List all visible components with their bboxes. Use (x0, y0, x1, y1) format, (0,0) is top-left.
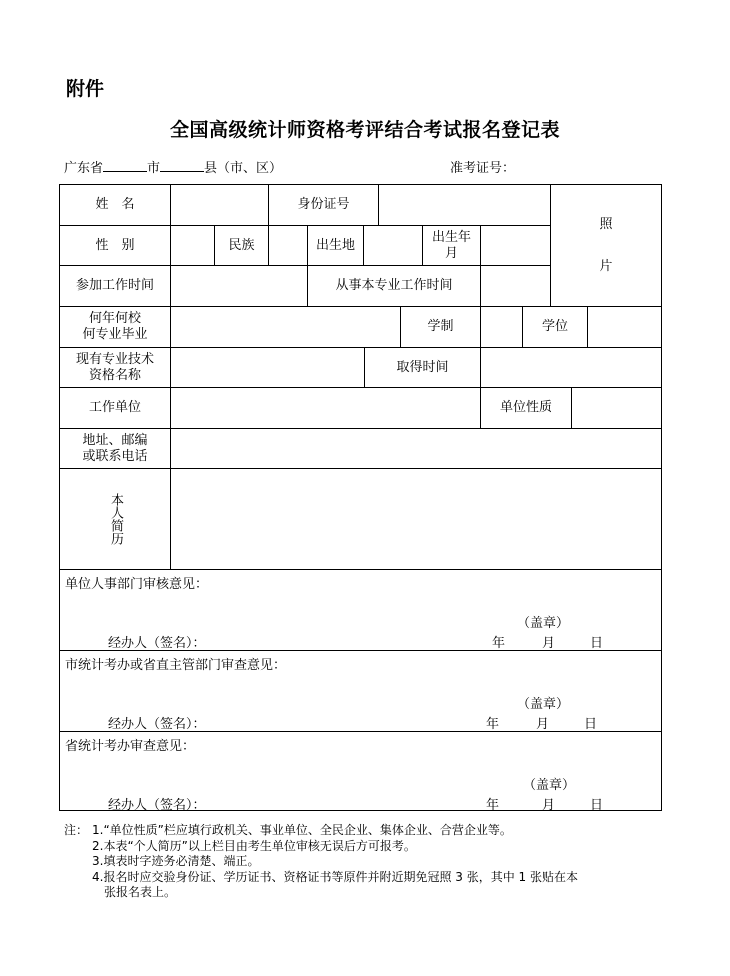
county-blank[interactable] (160, 159, 204, 172)
year-label: 年 (492, 636, 506, 651)
gender-label: 性 别 (60, 226, 171, 266)
name-field[interactable] (171, 185, 269, 226)
resume-field[interactable] (171, 469, 661, 570)
birth-date-label: 出生年月 (423, 226, 481, 266)
seal-label: （盖章） (517, 697, 570, 712)
ethnicity-label: 民族 (215, 226, 269, 266)
resume-label-text: 本人简历 (108, 493, 123, 545)
day-label: 日 (590, 798, 604, 813)
note-item-continuation: 张报名表上。 (104, 885, 177, 899)
obtained-time-field[interactable] (481, 348, 661, 388)
employer-type-label: 单位性质 (481, 388, 572, 429)
qualification-label-line2: 资格名称 (88, 367, 141, 383)
obtained-time-label: 取得时间 (365, 348, 481, 388)
birthplace-label: 出生地 (308, 226, 364, 266)
address-field[interactable] (171, 429, 661, 469)
opinion-title: 单位人事部门审核意见： (65, 577, 209, 592)
photo-label-2: 片 (599, 258, 613, 274)
graduation-label (60, 307, 171, 348)
county-label: 县（市、区） (204, 161, 283, 176)
signer-label: 经办人（签名）： (108, 717, 206, 732)
day-label: 日 (584, 717, 598, 732)
province-label: 广东省 (64, 161, 104, 176)
year-label: 年 (486, 798, 500, 813)
exam-number-label: 准考证号： (450, 161, 516, 176)
ethnicity-field[interactable] (269, 226, 308, 266)
city-blank[interactable] (103, 159, 147, 172)
notes-section (64, 823, 578, 901)
name-label: 姓 名 (60, 185, 171, 226)
employer-field[interactable] (171, 388, 481, 429)
graduation-label-line1: 何年何校 (88, 311, 141, 326)
schooling-field[interactable] (481, 307, 523, 348)
address-label-line1: 地址、邮编 (82, 432, 148, 448)
note-item: 3.填表时字迹务必清楚、端正。 (92, 854, 260, 868)
city-label: 市 (147, 161, 161, 176)
signer-label: 经办人（签名）： (108, 636, 206, 651)
photo-label-1: 照 (599, 216, 613, 232)
signer-label: 经办人（签名）： (108, 798, 206, 813)
month-label: 月 (542, 798, 556, 813)
graduation-label-line2: 何专业毕业 (82, 327, 148, 342)
registration-form-table (59, 184, 662, 811)
note-item: 4.报名时应交验身份证、学历证书、资格证书等原件并附近期免冠照 3 张，其中 1 张贴在本 (92, 869, 578, 884)
location-line (64, 157, 282, 176)
schooling-label: 学制 (401, 307, 481, 348)
qualification-label (60, 348, 171, 388)
seal-label: （盖章） (523, 778, 576, 793)
note-item: 2.本表“个人简历”以上栏目由考生单位审核无误后方可报考。 (92, 838, 416, 853)
qualification-field[interactable] (171, 348, 365, 388)
photo-area[interactable] (551, 185, 661, 307)
province-office-opinion-section[interactable] (60, 732, 661, 813)
employer-label: 工作单位 (60, 388, 171, 429)
id-number-label: 身份证号 (269, 185, 379, 226)
city-office-opinion-section[interactable] (60, 651, 661, 732)
year-label: 年 (486, 717, 500, 732)
employer-type-field[interactable] (572, 388, 661, 429)
gender-field[interactable] (171, 226, 215, 266)
address-label (60, 429, 171, 469)
note-item: 1.“单位性质”栏应填行政机关、事业单位、全民企业、集体企业、合营企业等。 (92, 823, 512, 837)
work-start-label: 参加工作时间 (60, 266, 171, 307)
degree-label: 学位 (523, 307, 588, 348)
notes-label: 注： (64, 823, 89, 837)
opinion-title: 省统计考办审查意见： (65, 739, 196, 754)
resume-label (60, 469, 171, 570)
opinion-title: 市统计考办或省直主管部门审查意见： (65, 658, 287, 673)
qualification-label-line1: 现有专业技术 (75, 351, 154, 367)
birthplace-field[interactable] (364, 226, 423, 266)
seal-label: （盖章） (517, 616, 570, 631)
attachment-label: 附件 (66, 78, 105, 100)
unit-hr-opinion-section[interactable] (60, 570, 661, 651)
professional-work-time-field[interactable] (481, 266, 551, 307)
month-label: 月 (542, 636, 556, 651)
month-label: 月 (536, 717, 550, 732)
day-label: 日 (590, 636, 604, 651)
id-number-field[interactable] (379, 185, 551, 226)
graduation-field[interactable] (171, 307, 401, 348)
page-title: 全国高级统计师资格考评结合考试报名登记表 (169, 119, 560, 141)
professional-work-time-label: 从事本专业工作时间 (308, 266, 481, 307)
birth-date-field[interactable] (481, 226, 551, 266)
degree-field[interactable] (588, 307, 661, 348)
work-start-field[interactable] (171, 266, 308, 307)
address-label-line2: 或联系电话 (82, 448, 148, 464)
